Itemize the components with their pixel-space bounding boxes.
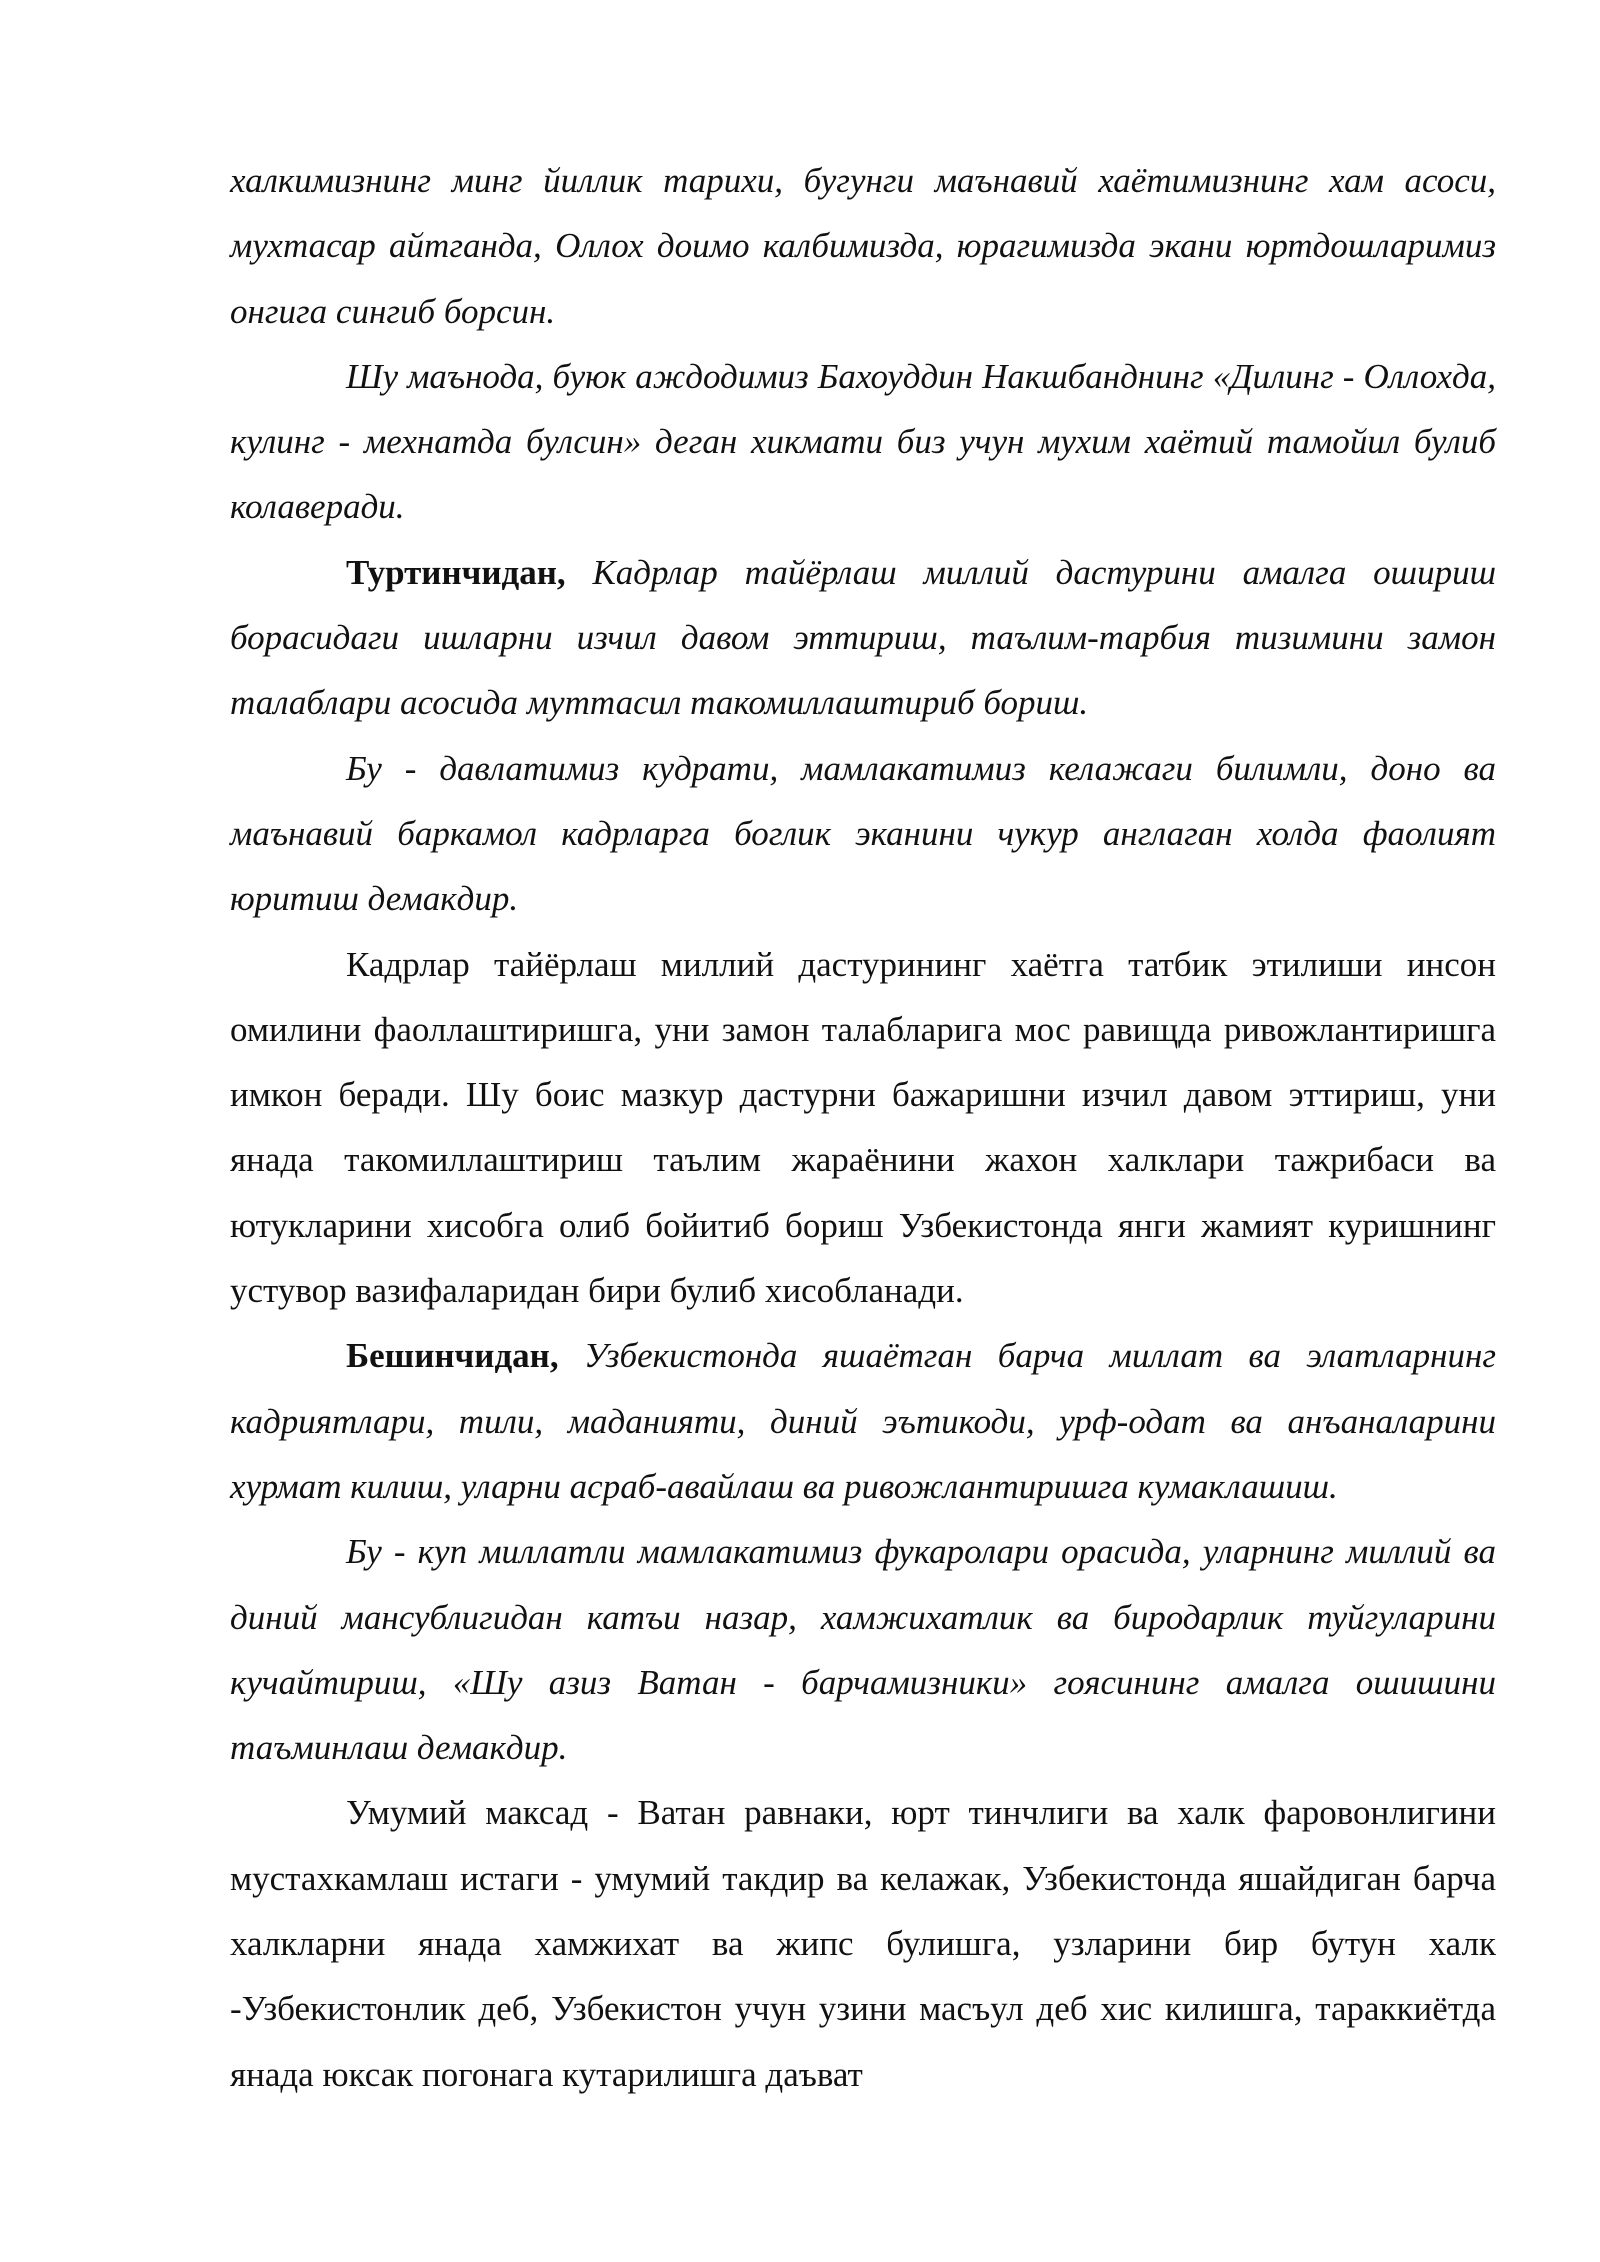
paragraph-3-text: Кадрлар тайёрлаш миллий дастурини амалга ошириш борасидаги ишларни изчил давом эттириш, таълим-тарбия тизимини замон талаблари асосида муттасил такомиллаштириб бориш. — [230, 552, 1497, 723]
paragraph-2: Шу маънода, буюк аждодимиз Бахоуддин Накшбанднинг «Дилинг - Оллохда, кулинг - мехнатда булсин» деган хикмати биз учун мухим хаётий тамойил булиб колаверади. — [230, 356, 1496, 527]
paragraph-8: Умумий максад - Ватан равнаки, юрт тинчлиги ва халк фаровонлигини мустахкамлаш истаги - умумий такдир ва келажак, Узбекистонда яшайдиган барча халкларни янада хамжихат ва жипс булишга, узларини бир бутун халк -Узбекистонлик деб, Узбекистон учун узини масъул деб хис килишга, тараккиётда янада юксак погонага кутарилишга даъват — [230, 1793, 1496, 2094]
paragraph-7: Бу - куп миллатли мамлакатимиз фукаролари орасида, уларнинг миллий ва диний мансублигидан катъи назар, хамжихатлик ва биродарлик туйгуларини кучайтириш, «Шу азиз Ватан - барчамизники» гоясининг амалга ошишини таъминлаш демакдир. — [230, 1532, 1496, 1768]
paragraph-1: халкимизнинг минг йиллик тарихи, бугунги маънавий хаётимизнинг хам асоси, мухтасар айтганда, Оллох доимо калбимизда, юрагимизда экани юртдошларимиз онгига сингиб борсин. — [230, 161, 1496, 331]
paragraph-6-lead: Бешинчидан, — [346, 1336, 559, 1376]
paragraph-3-lead: Туртинчидан, — [346, 552, 566, 592]
paragraph-3 — [230, 540, 1496, 736]
paragraph-6 — [230, 1323, 1496, 1519]
paragraph-6-text: Узбекистонда яшаётган барча миллат ва элатларнинг кадриятлари, тили, маданияти, диний эътикоди, урф-одат ва анъаналарини хурмат килиш, уларни асраб-авайлаш ва ривожлантиришга кумаклашиш. — [230, 1336, 1496, 1506]
paragraph-4: Бу - давлатимиз кудрати, мамлакатимиз келажаги билимли, доно ва маънавий баркамол кадрларга боглик эканини чукур англаган холда фаолият юритиш демакдир. — [230, 748, 1496, 919]
document-page — [230, 148, 1496, 2107]
paragraph-5: Кадрлар тайёрлаш миллий дастурининг хаётга татбик этилиши инсон омилини фаоллаштиришга, уни замон талабларига мос равищда ривожлантиришга имкон беради. Шу боис мазкур дастурни бажаришни изчил давом эттириш, уни янада такомиллаштириш таълим жараёнини жахон халклари тажрибаси ва ютукларини хисобга олиб бойитиб бориш Узбекистонда янги жамият куришнинг устувор вазифаларидан бири булиб хисобланади. — [230, 944, 1496, 1311]
